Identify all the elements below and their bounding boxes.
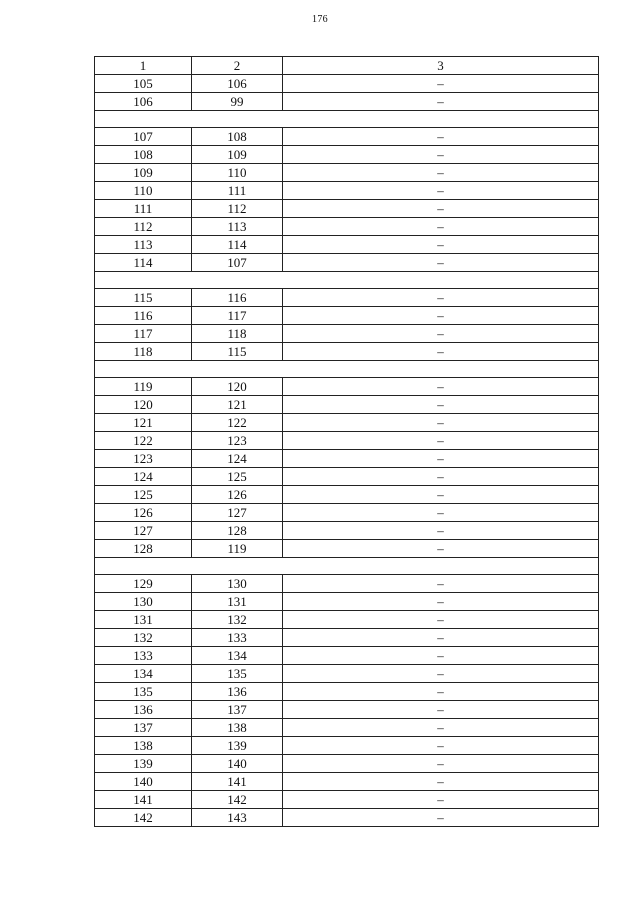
table-row [95,200,599,218]
table-cell-col3: – [283,414,599,432]
table-row [95,719,599,737]
table-row [95,486,599,504]
table-cell-col2: 127 [192,504,283,522]
table-cell-col2: 140 [192,755,283,773]
table-cell-col2: 131 [192,593,283,611]
table-cell-col1: 129 [95,575,192,593]
table-cell-col2: 111 [192,182,283,200]
table-cell-col2: 117 [192,307,283,325]
table-cell-col1: 115 [95,289,192,307]
table-row [95,164,599,182]
table-body [95,57,599,827]
table-cell-col1: 125 [95,486,192,504]
table-row [95,629,599,647]
table-cell-col1: 114 [95,254,192,272]
table-row [95,755,599,773]
table-cell-col3: – [283,719,599,737]
group-separator-cell [95,272,599,289]
table-cell-col2: 128 [192,522,283,540]
table-cell-col2: 119 [192,540,283,558]
table-cell-col2: 115 [192,343,283,361]
column-header-1: 1 [95,57,192,75]
table-cell-col2: 99 [192,93,283,111]
table-row [95,414,599,432]
table-cell-col3: – [283,611,599,629]
table-row [95,701,599,719]
table-cell-col1: 138 [95,737,192,755]
table-cell-col3: – [283,325,599,343]
table-cell-col1: 131 [95,611,192,629]
table-cell-col2: 141 [192,773,283,791]
table-cell-col3: – [283,647,599,665]
table-cell-col1: 112 [95,218,192,236]
table-cell-col2: 106 [192,75,283,93]
table-cell-col3: – [283,450,599,468]
table-cell-col1: 109 [95,164,192,182]
table-cell-col2: 136 [192,683,283,701]
table-row [95,468,599,486]
table-cell-col2: 142 [192,791,283,809]
table-cell-col2: 132 [192,611,283,629]
table-cell-col1: 111 [95,200,192,218]
table-cell-col2: 112 [192,200,283,218]
table-cell-col2: 125 [192,468,283,486]
table-cell-col1: 132 [95,629,192,647]
table-cell-col3: – [283,146,599,164]
table-cell-col3: – [283,182,599,200]
table-cell-col3: – [283,236,599,254]
table-cell-col2: 110 [192,164,283,182]
table-row [95,75,599,93]
table-cell-col1: 142 [95,809,192,827]
table-row [95,683,599,701]
table-cell-col2: 120 [192,378,283,396]
table-cell-col1: 120 [95,396,192,414]
table-row [95,396,599,414]
table-cell-col1: 127 [95,522,192,540]
table-cell-col3: – [283,773,599,791]
table-row [95,791,599,809]
table-cell-col2: 124 [192,450,283,468]
table-cell-col3: – [283,307,599,325]
table-cell-col3: – [283,432,599,450]
table-cell-col1: 108 [95,146,192,164]
table-row [95,93,599,111]
table-cell-col3: – [283,200,599,218]
table-row [95,773,599,791]
table-row [95,432,599,450]
column-header-3: 3 [283,57,599,75]
table-row [95,737,599,755]
table-cell-col2: 126 [192,486,283,504]
table-cell-col2: 134 [192,647,283,665]
table-cell-col3: – [283,128,599,146]
table-cell-col3: – [283,75,599,93]
table-row [95,575,599,593]
table-cell-col3: – [283,254,599,272]
table-cell-col2: 114 [192,236,283,254]
table-cell-col2: 121 [192,396,283,414]
table-cell-col2: 113 [192,218,283,236]
table-cell-col3: – [283,343,599,361]
group-separator-cell [95,361,599,378]
table-row [95,522,599,540]
table-cell-col3: – [283,540,599,558]
table-row [95,182,599,200]
table-cell-col3: – [283,701,599,719]
table-cell-col1: 123 [95,450,192,468]
table-cell-col3: – [283,378,599,396]
table-cell-col3: – [283,593,599,611]
table-cell-col2: 107 [192,254,283,272]
table-cell-col3: – [283,755,599,773]
group-separator-row [95,558,599,575]
table-cell-col1: 121 [95,414,192,432]
table-cell-col1: 141 [95,791,192,809]
table-row [95,665,599,683]
table-row [95,611,599,629]
table-row [95,325,599,343]
page-number: 176 [312,14,328,25]
table-cell-col1: 107 [95,128,192,146]
group-separator-row [95,111,599,128]
table-row [95,146,599,164]
table-row [95,343,599,361]
table-cell-col1: 106 [95,93,192,111]
table-cell-col3: – [283,809,599,827]
table-cell-col1: 122 [95,432,192,450]
table-cell-col1: 136 [95,701,192,719]
table-cell-col2: 122 [192,414,283,432]
table-cell-col1: 110 [95,182,192,200]
group-separator-row [95,361,599,378]
table-row [95,450,599,468]
table-cell-col2: 108 [192,128,283,146]
table-cell-col1: 128 [95,540,192,558]
table-cell-col2: 109 [192,146,283,164]
table-cell-col2: 130 [192,575,283,593]
table-cell-col1: 126 [95,504,192,522]
table-row [95,254,599,272]
table-cell-col1: 117 [95,325,192,343]
table-cell-col3: – [283,468,599,486]
table-cell-col1: 137 [95,719,192,737]
table-cell-col2: 123 [192,432,283,450]
table-cell-col1: 113 [95,236,192,254]
table-cell-col1: 134 [95,665,192,683]
table-row [95,504,599,522]
table-row [95,809,599,827]
table-cell-col3: – [283,522,599,540]
table-cell-col3: – [283,504,599,522]
table-cell-col1: 116 [95,307,192,325]
table-cell-col1: 135 [95,683,192,701]
table-cell-col2: 133 [192,629,283,647]
group-separator-row [95,272,599,289]
table-cell-col3: – [283,93,599,111]
table-row [95,289,599,307]
table-cell-col2: 137 [192,701,283,719]
table-cell-col2: 118 [192,325,283,343]
table-cell-col3: – [283,791,599,809]
table-cell-col2: 135 [192,665,283,683]
table-cell-col2: 139 [192,737,283,755]
table-row [95,593,599,611]
table-cell-col2: 138 [192,719,283,737]
data-table [94,56,599,827]
table-cell-col1: 133 [95,647,192,665]
table-cell-col1: 119 [95,378,192,396]
table-row [95,647,599,665]
group-separator-cell [95,111,599,128]
table-cell-col3: – [283,737,599,755]
table-cell-col3: – [283,164,599,182]
table-header-row [95,57,599,75]
table-row [95,307,599,325]
table-row [95,236,599,254]
table-cell-col3: – [283,289,599,307]
table-cell-col1: 140 [95,773,192,791]
table-row [95,128,599,146]
table-cell-col2: 116 [192,289,283,307]
group-separator-cell [95,558,599,575]
column-header-2: 2 [192,57,283,75]
table-cell-col3: – [283,575,599,593]
table-row [95,218,599,236]
table-cell-col3: – [283,629,599,647]
table-row [95,378,599,396]
table-cell-col1: 118 [95,343,192,361]
table-cell-col1: 139 [95,755,192,773]
table-cell-col1: 130 [95,593,192,611]
table-cell-col3: – [283,218,599,236]
table-cell-col3: – [283,683,599,701]
table-row [95,540,599,558]
table-cell-col1: 105 [95,75,192,93]
table-cell-col3: – [283,486,599,504]
table-cell-col2: 143 [192,809,283,827]
table-cell-col3: – [283,665,599,683]
table-cell-col1: 124 [95,468,192,486]
table-cell-col3: – [283,396,599,414]
